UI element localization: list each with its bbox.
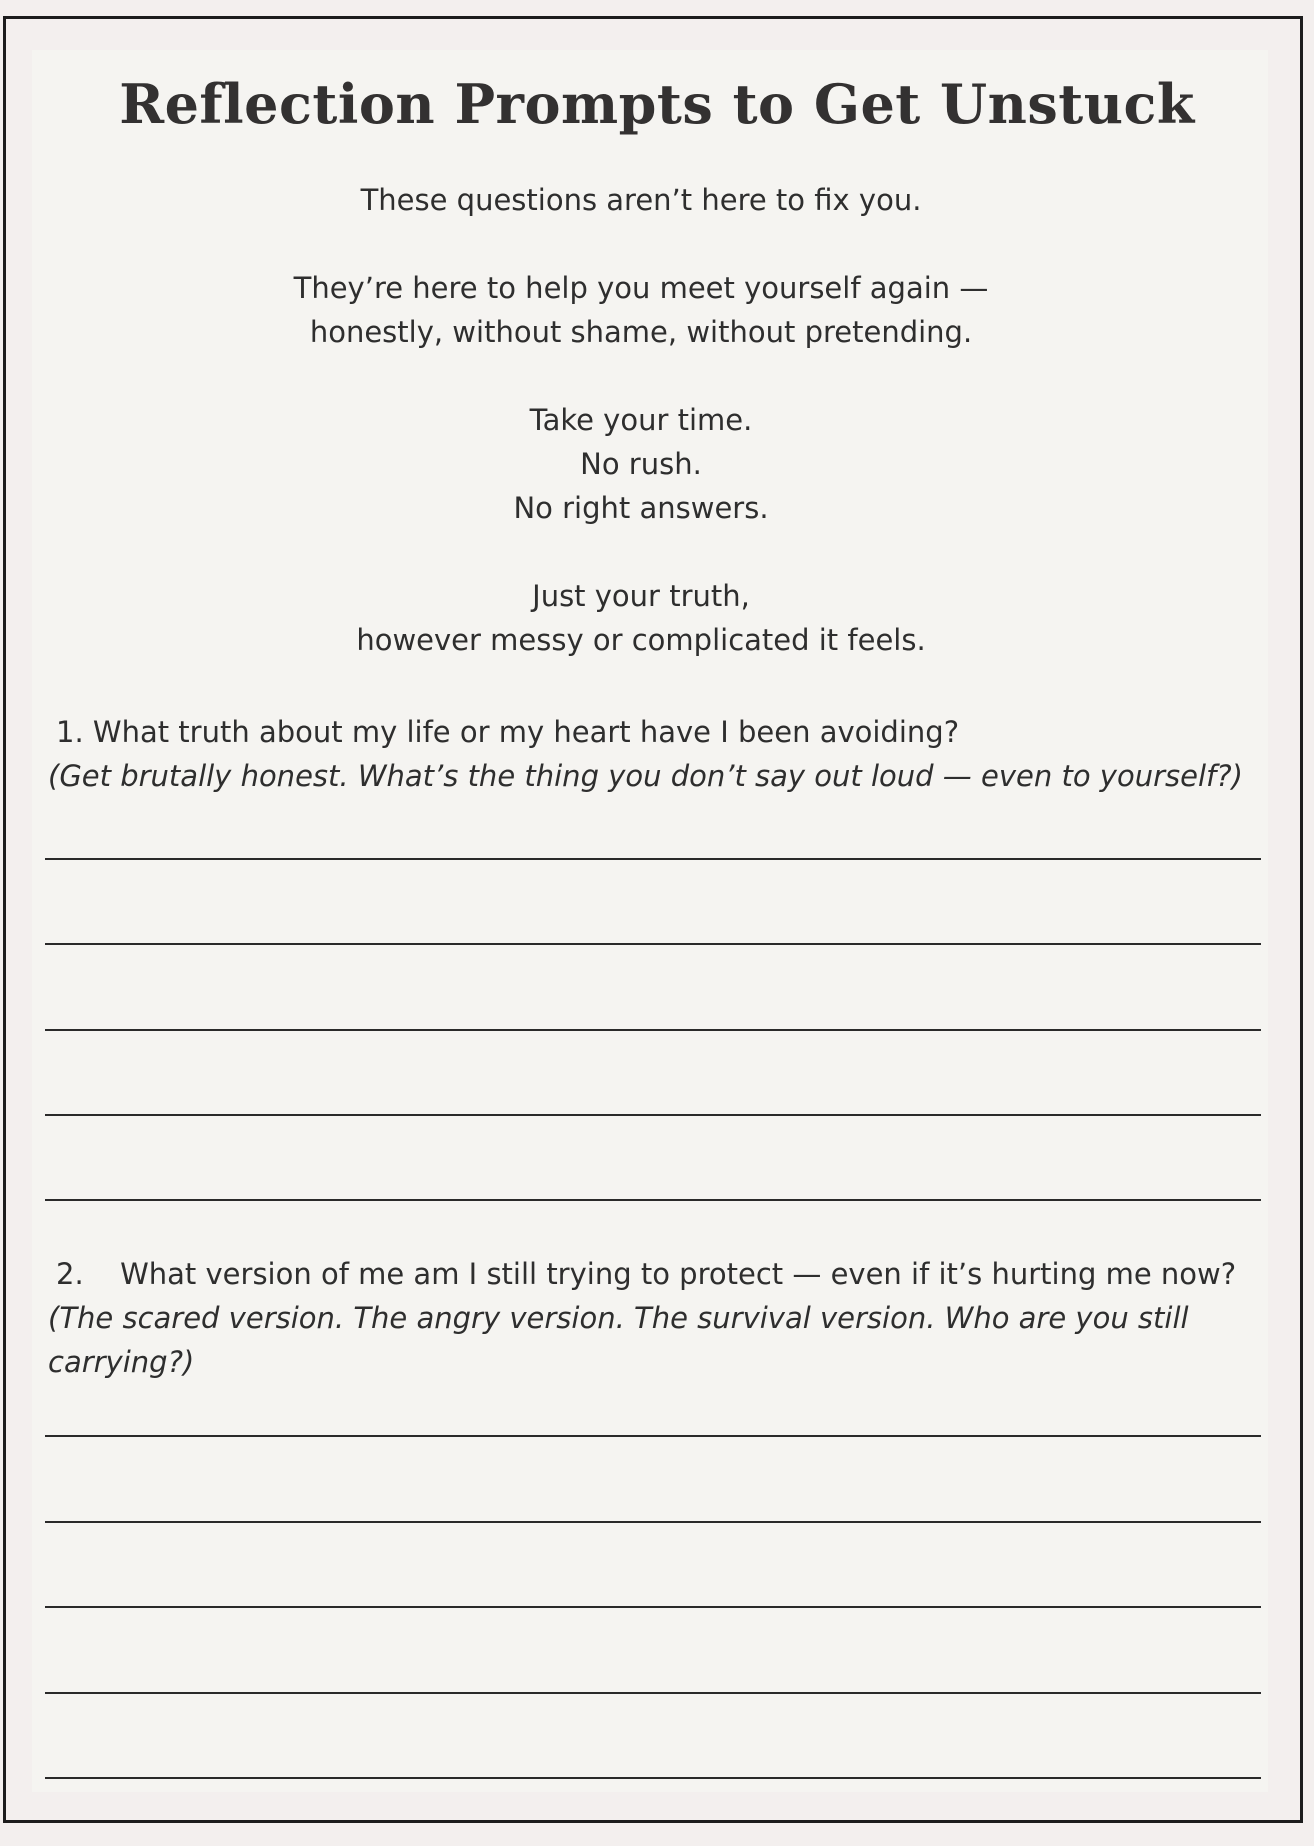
- answer-line[interactable]: [45, 1606, 1261, 1608]
- answer-line[interactable]: [45, 1114, 1261, 1116]
- question-hint: carrying?): [48, 1345, 195, 1379]
- intro-line: No right answers.: [513, 491, 769, 525]
- answer-line[interactable]: [45, 943, 1261, 945]
- question-label: What version of me am I still trying to protect — even if it’s hurting me now?: [120, 1257, 1237, 1291]
- answer-line[interactable]: [45, 1199, 1261, 1201]
- question-number: 1.: [56, 715, 84, 749]
- question-hint: (The scared version. The angry version. The survival version. Who are you still: [48, 1301, 1189, 1335]
- question-text: [48, 710, 1288, 754]
- intro-text: [0, 178, 1282, 662]
- answer-line[interactable]: [45, 1777, 1261, 1779]
- intro-line: however messy or complicated it feels.: [356, 623, 926, 657]
- question-text: [48, 1252, 1288, 1296]
- question-2: [48, 1252, 1288, 1384]
- page-title: Reflection Prompts to Get Unstuck: [119, 72, 1195, 136]
- intro-line: These questions aren’t here to fix you.: [360, 183, 922, 217]
- answer-line[interactable]: [45, 1521, 1261, 1523]
- answer-line[interactable]: [45, 858, 1261, 860]
- intro-line: honestly, without shame, without pretending.: [309, 315, 973, 349]
- answer-line[interactable]: [45, 1692, 1261, 1694]
- intro-line: No rush.: [580, 447, 702, 481]
- question-hint: (Get brutally honest. What’s the thing you don’t say out loud — even to yourself?): [48, 759, 1243, 793]
- question-number: 2.: [56, 1257, 84, 1291]
- intro-line: Just your truth,: [532, 579, 750, 613]
- question-1: [48, 710, 1288, 798]
- intro-line: They’re here to help you meet yourself again —: [293, 271, 989, 305]
- question-label: What truth about my life or my heart have I been avoiding?: [92, 715, 960, 749]
- answer-line[interactable]: [45, 1435, 1261, 1437]
- intro-line: Take your time.: [529, 403, 753, 437]
- answer-line[interactable]: [45, 1029, 1261, 1031]
